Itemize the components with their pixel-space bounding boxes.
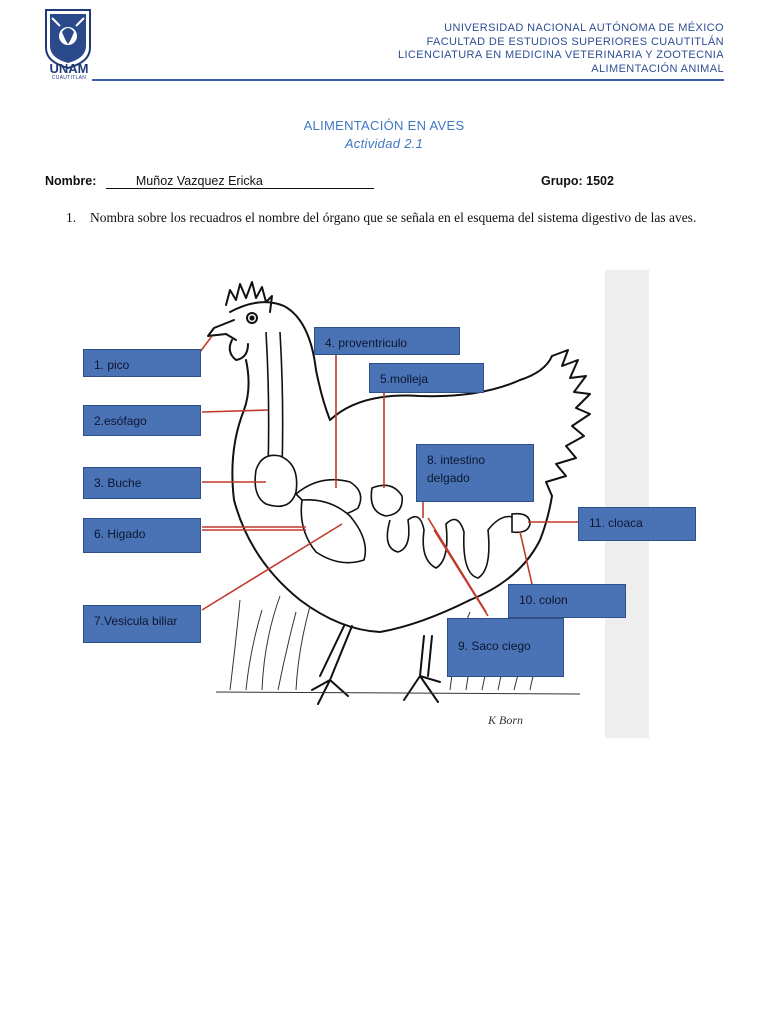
label-proventriculo[interactable]: 4. proventriculo	[314, 327, 460, 355]
cloaca-organ	[512, 514, 530, 533]
group-label: Grupo:	[541, 174, 583, 188]
logo-text: UNAM	[49, 61, 89, 76]
question-number: 1.	[66, 210, 77, 225]
label-pico[interactable]: 1. pico	[83, 349, 201, 377]
label-colon[interactable]: 10. colon	[508, 584, 626, 618]
label-saco-ciego[interactable]: 9. Saco ciego	[447, 618, 564, 677]
name-value: Muñoz Vazquez Ericka	[106, 174, 374, 189]
label-cloaca[interactable]: 11. cloaca	[578, 507, 696, 541]
document-subtitle: Actividad 2.1	[344, 136, 424, 151]
label-vesicula-biliar[interactable]: 7.Vesicula biliar	[83, 605, 201, 643]
gizzard-organ	[371, 485, 402, 516]
artist-signature: K Born	[488, 713, 524, 727]
name-label: Nombre:	[45, 174, 97, 188]
group-value: 1502	[586, 174, 614, 188]
label-buche[interactable]: 3. Buche	[83, 467, 201, 499]
label-esofago[interactable]: 2.esófago	[83, 405, 201, 436]
background-strip	[605, 270, 649, 738]
header-faculty: FACULTAD DE ESTUDIOS SUPERIORES CUAUTITLÁN	[426, 35, 724, 48]
header-degree: LICENCIATURA EN MEDICINA VETERINARIA Y ZOOTECNIA	[397, 49, 724, 61]
crop-organ	[255, 455, 297, 506]
intestine-organ	[387, 517, 516, 579]
label-intestino-delgado[interactable]: 8. intestino delgado	[416, 444, 534, 502]
document-title: ALIMENTACIÓN EN AVES	[303, 118, 465, 133]
label-higado[interactable]: 6. Higado	[83, 518, 201, 553]
header-university: UNIVERSIDAD NACIONAL AUTÓNOMA DE MÉXICO	[444, 22, 724, 34]
header-course: ALIMENTACIÓN ANIMAL	[591, 62, 724, 75]
logo-subtext: CUAUTITLAN	[51, 75, 87, 81]
question-text: Nombra sobre los recuadros el nombre del órgano que se señala en el esquema del sistema digestivo de las aves.	[90, 210, 697, 225]
label-molleja[interactable]: 5.molleja	[369, 363, 484, 393]
